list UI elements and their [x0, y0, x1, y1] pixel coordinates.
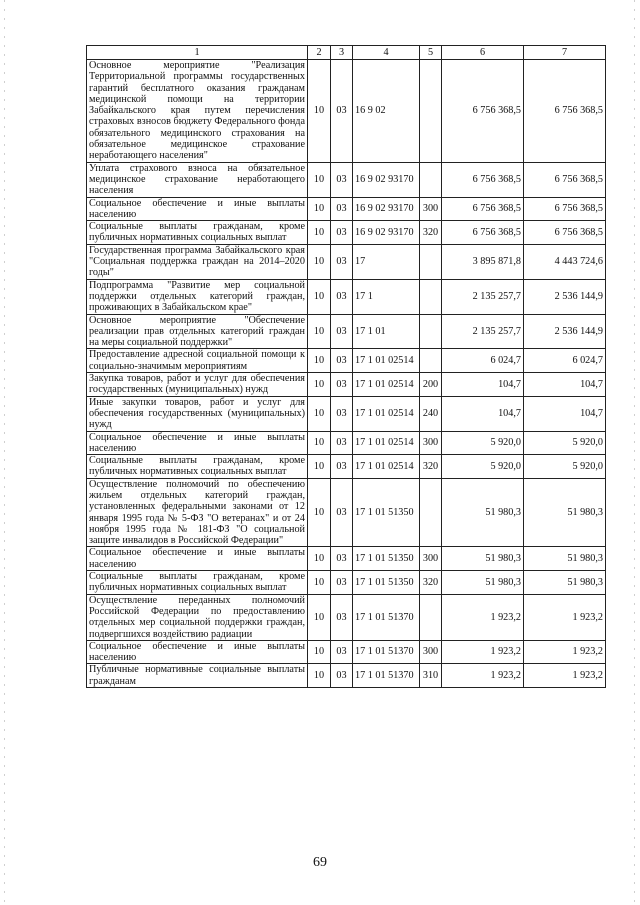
expense-type-cell: 240: [420, 396, 442, 431]
section-cell: 10: [308, 594, 331, 640]
subsection-cell: 03: [331, 547, 353, 571]
target-article-cell: 17 1 01 02514: [353, 431, 420, 455]
section-cell: 10: [308, 431, 331, 455]
expense-type-cell: 310: [420, 664, 442, 688]
amount-year-2-cell: 1 923,2: [524, 664, 606, 688]
table-row: [87, 162, 606, 197]
subsection-cell: 03: [331, 197, 353, 221]
amount-year-2-cell: 51 980,3: [524, 571, 606, 595]
subsection-cell: 03: [331, 221, 353, 245]
target-article-cell: 17 1 01 51370: [353, 664, 420, 688]
amount-year-2-cell: 104,7: [524, 396, 606, 431]
page-number: 69: [313, 855, 327, 870]
target-article-cell: 17 1 01 51350: [353, 571, 420, 595]
amount-year-2-cell: 6 024,7: [524, 349, 606, 373]
section-cell: 10: [308, 373, 331, 397]
subsection-cell: 03: [331, 478, 353, 547]
section-cell: 10: [308, 547, 331, 571]
table-row: [87, 244, 606, 279]
amount-year-1-cell: 1 923,2: [442, 664, 524, 688]
amount-year-2-cell: 2 536 144,9: [524, 314, 606, 349]
subsection-cell: 03: [331, 396, 353, 431]
header-row: [87, 46, 606, 60]
expense-type-cell: 200: [420, 373, 442, 397]
row-name-cell: Уплата страхового взноса на обязательное медицинское страхование неработающего населения: [87, 162, 308, 197]
subsection-cell: 03: [331, 664, 353, 688]
header-cell: 3: [331, 46, 353, 60]
amount-year-2-cell: 6 756 368,5: [524, 221, 606, 245]
section-cell: 10: [308, 640, 331, 664]
subsection-cell: 03: [331, 349, 353, 373]
amount-year-1-cell: 6 756 368,5: [442, 197, 524, 221]
subsection-cell: 03: [331, 594, 353, 640]
subsection-cell: 03: [331, 373, 353, 397]
amount-year-1-cell: 104,7: [442, 373, 524, 397]
row-name-cell: Социальное обеспечение и иные выплаты населению: [87, 197, 308, 221]
section-cell: 10: [308, 162, 331, 197]
header-cell: 6: [442, 46, 524, 60]
amount-year-1-cell: 5 920,0: [442, 431, 524, 455]
amount-year-2-cell: 2 536 144,9: [524, 279, 606, 314]
amount-year-1-cell: 3 895 871,8: [442, 244, 524, 279]
table-row: [87, 640, 606, 664]
table-row: [87, 594, 606, 640]
table-row: [87, 221, 606, 245]
amount-year-1-cell: 51 980,3: [442, 547, 524, 571]
expense-type-cell: [420, 349, 442, 373]
subsection-cell: 03: [331, 314, 353, 349]
expense-type-cell: [420, 279, 442, 314]
table-row: [87, 664, 606, 688]
expense-type-cell: 300: [420, 547, 442, 571]
target-article-cell: 16 9 02: [353, 60, 420, 163]
subsection-cell: 03: [331, 431, 353, 455]
amount-year-1-cell: 6 756 368,5: [442, 162, 524, 197]
amount-year-2-cell: 6 756 368,5: [524, 60, 606, 163]
subsection-cell: 03: [331, 244, 353, 279]
amount-year-2-cell: 6 756 368,5: [524, 197, 606, 221]
section-cell: 10: [308, 60, 331, 163]
target-article-cell: 17 1 01: [353, 314, 420, 349]
amount-year-2-cell: 104,7: [524, 373, 606, 397]
expense-type-cell: 300: [420, 431, 442, 455]
row-name-cell: Государственная программа Забайкальского края "Социальная поддержка граждан на 2014–2020 годы": [87, 244, 308, 279]
amount-year-1-cell: 2 135 257,7: [442, 314, 524, 349]
section-cell: 10: [308, 396, 331, 431]
table-row: [87, 314, 606, 349]
target-article-cell: 17 1 01 02514: [353, 396, 420, 431]
row-name-cell: Социальные выплаты гражданам, кроме публичных нормативных социальных выплат: [87, 221, 308, 245]
target-article-cell: 16 9 02 93170: [353, 221, 420, 245]
expense-type-cell: [420, 594, 442, 640]
row-name-cell: Социальное обеспечение и иные выплаты населению: [87, 431, 308, 455]
header-cell: 5: [420, 46, 442, 60]
row-name-cell: Осуществление полномочий по обеспечению жильем отдельных категорий граждан, установленных федеральными законами от 12 января 1995 года № 5-ФЗ "О ветеранах" и от 24 ноября 1995 года № 181-ФЗ "О социальной защите инвалидов в Российской Федерации": [87, 478, 308, 547]
section-cell: 10: [308, 197, 331, 221]
header-cell: 7: [524, 46, 606, 60]
section-cell: 10: [308, 571, 331, 595]
header-cell: 1: [87, 46, 308, 60]
expense-type-cell: [420, 244, 442, 279]
amount-year-1-cell: 6 756 368,5: [442, 60, 524, 163]
table-row: [87, 547, 606, 571]
row-name-cell: Социальные выплаты гражданам, кроме публичных нормативных социальных выплат: [87, 455, 308, 479]
section-cell: 10: [308, 664, 331, 688]
target-article-cell: 17: [353, 244, 420, 279]
row-name-cell: Социальные выплаты гражданам, кроме публичных нормативных социальных выплат: [87, 571, 308, 595]
table-row: [87, 431, 606, 455]
table-row: [87, 478, 606, 547]
target-article-cell: 17 1 01 51370: [353, 594, 420, 640]
target-article-cell: 17 1 01 02514: [353, 455, 420, 479]
expense-type-cell: 300: [420, 640, 442, 664]
section-cell: 10: [308, 279, 331, 314]
amount-year-2-cell: 1 923,2: [524, 594, 606, 640]
amount-year-2-cell: 51 980,3: [524, 478, 606, 547]
amount-year-1-cell: 104,7: [442, 396, 524, 431]
section-cell: 10: [308, 478, 331, 547]
table-row: [87, 396, 606, 431]
amount-year-1-cell: 5 920,0: [442, 455, 524, 479]
amount-year-1-cell: 51 980,3: [442, 571, 524, 595]
subsection-cell: 03: [331, 455, 353, 479]
amount-year-2-cell: 4 443 724,6: [524, 244, 606, 279]
section-cell: 10: [308, 455, 331, 479]
amount-year-1-cell: 1 923,2: [442, 640, 524, 664]
subsection-cell: 03: [331, 279, 353, 314]
amount-year-2-cell: 6 756 368,5: [524, 162, 606, 197]
expense-type-cell: [420, 314, 442, 349]
expense-type-cell: [420, 162, 442, 197]
amount-year-2-cell: 5 920,0: [524, 431, 606, 455]
section-cell: 10: [308, 244, 331, 279]
target-article-cell: 17 1 01 02514: [353, 349, 420, 373]
row-name-cell: Предоставление адресной социальной помощи к социально-значимым мероприятиям: [87, 349, 308, 373]
expense-type-cell: 320: [420, 571, 442, 595]
target-article-cell: 17 1 01 51350: [353, 478, 420, 547]
expense-type-cell: 320: [420, 221, 442, 245]
row-name-cell: Осуществление переданных полномочий Российской Федерации по предоставлению отдельных мер социальной поддержки граждан, подвергшихся воздействию радиации: [87, 594, 308, 640]
budget-table: [86, 45, 606, 688]
amount-year-2-cell: 5 920,0: [524, 455, 606, 479]
subsection-cell: 03: [331, 162, 353, 197]
header-cell: 2: [308, 46, 331, 60]
row-name-cell: Основное мероприятие "Реализация Территориальной программы государственных гарантий бесплатного оказания гражданам медицинской помощи на территории Забайкальского края путем перечисления страховых взносов бюджету Федерального фонда обязательного медицинского страхования на обязательное медицинское страхование неработающего населения": [87, 60, 308, 163]
amount-year-2-cell: 1 923,2: [524, 640, 606, 664]
expense-type-cell: 320: [420, 455, 442, 479]
row-name-cell: Иные закупки товаров, работ и услуг для обеспечения государственных (муниципальных) нужд: [87, 396, 308, 431]
target-article-cell: 16 9 02 93170: [353, 162, 420, 197]
table-row: [87, 349, 606, 373]
section-cell: 10: [308, 349, 331, 373]
table-row: [87, 279, 606, 314]
table-row: [87, 571, 606, 595]
target-article-cell: 17 1 01 51370: [353, 640, 420, 664]
expense-type-cell: [420, 478, 442, 547]
row-name-cell: Подпрограмма "Развитие мер социальной поддержки отдельных категорий граждан, проживающих в Забайкальском крае": [87, 279, 308, 314]
amount-year-1-cell: 6 024,7: [442, 349, 524, 373]
target-article-cell: 17 1 01 51350: [353, 547, 420, 571]
table-row: [87, 197, 606, 221]
target-article-cell: 17 1: [353, 279, 420, 314]
section-cell: 10: [308, 221, 331, 245]
table-row: [87, 60, 606, 163]
subsection-cell: 03: [331, 571, 353, 595]
target-article-cell: 16 9 02 93170: [353, 197, 420, 221]
expense-type-cell: 300: [420, 197, 442, 221]
amount-year-2-cell: 51 980,3: [524, 547, 606, 571]
amount-year-1-cell: 1 923,2: [442, 594, 524, 640]
subsection-cell: 03: [331, 60, 353, 163]
header-cell: 4: [353, 46, 420, 60]
section-cell: 10: [308, 314, 331, 349]
scan-edge-right: [634, 0, 635, 905]
row-name-cell: Основное мероприятие "Обеспечение реализации прав отдельных категорий граждан на меры социальной поддержки": [87, 314, 308, 349]
target-article-cell: 17 1 01 02514: [353, 373, 420, 397]
expense-type-cell: [420, 60, 442, 163]
amount-year-1-cell: 51 980,3: [442, 478, 524, 547]
row-name-cell: Публичные нормативные социальные выплаты гражданам: [87, 664, 308, 688]
amount-year-1-cell: 6 756 368,5: [442, 221, 524, 245]
amount-year-1-cell: 2 135 257,7: [442, 279, 524, 314]
row-name-cell: Социальное обеспечение и иные выплаты населению: [87, 547, 308, 571]
subsection-cell: 03: [331, 640, 353, 664]
table-row: [87, 455, 606, 479]
row-name-cell: Социальное обеспечение и иные выплаты населению: [87, 640, 308, 664]
table-row: [87, 373, 606, 397]
scan-edge-left: [4, 0, 5, 905]
row-name-cell: Закупка товаров, работ и услуг для обеспечения государственных (муниципальных) нужд: [87, 373, 308, 397]
